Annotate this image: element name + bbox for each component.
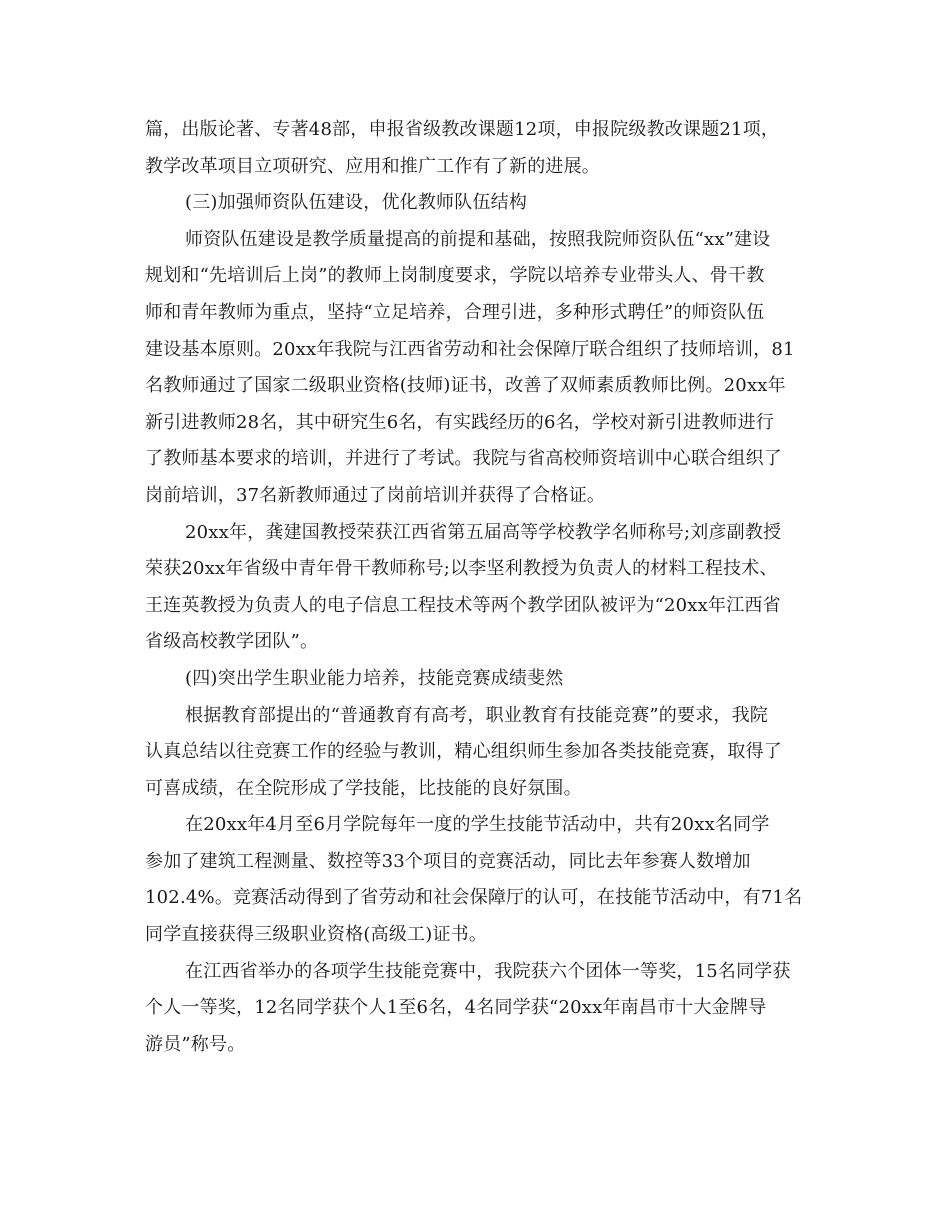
- text-line: 个人一等奖，12名同学获个人1至6名，4名同学获“20xx年南昌市十大金牌导: [145, 997, 767, 1019]
- section-heading: (四)突出学生职业能力培养，技能竞赛成绩斐然: [185, 667, 564, 689]
- text-line: 新引进教师28名，其中研究生6名，有实践经历的6名，学校对新引进教师进行: [145, 411, 775, 433]
- text-line: 20xx年，龚建国教授荣获江西省第五届高等学校教学名师称号;刘彦副教授: [185, 521, 782, 543]
- text-line: 名教师通过了国家二级职业资格(技师)证书，改善了双师素质教师比例。20xx年: [145, 375, 786, 397]
- document-body: [145, 112, 807, 1063]
- text-line: 教学改革项目立项研究、应用和推广工作有了新的进展。: [145, 155, 600, 177]
- text-line: 师和青年教师为重点，坚持“立足培养，合理引进，多种形式聘任”的师资队伍: [145, 301, 765, 323]
- text-line: 在20xx年4月至6月学院每年一度的学生技能节活动中，共有20xx名同学: [185, 814, 770, 836]
- text-line: 岗前培训，37名新教师通过了岗前培训并获得了合格证。: [145, 484, 606, 506]
- text-line: 省级高校教学团队”。: [145, 631, 319, 653]
- text-line: 认真总结以往竞赛工作的经验与教训，精心组织师生参加各类技能竞赛，取得了: [145, 741, 782, 763]
- text-line: 篇，出版论著、专著48部，申报省级教改课题12项，申报院级教改课题21项，: [145, 119, 780, 140]
- text-line: 荣获20xx年省级中青年骨干教师称号;以李坚利教授为负责人的材料工程技术、: [145, 558, 778, 580]
- text-line: 建设基本原则。20xx年我院与江西省劳动和社会保障厅联合组织了技师培训，81: [145, 338, 795, 360]
- text-line: 可喜成绩，在全院形成了学技能，比技能的良好氛围。: [145, 777, 582, 799]
- text-line: 规划和“先培训后上岗”的教师上岗制度要求，学院以培养专业带头人、骨干教: [145, 265, 765, 287]
- section-heading: (三)加强师资队伍建设，优化教师队伍结构: [185, 192, 528, 214]
- text-line: 同学直接获得三级职业资格(高级工)证书。: [145, 924, 488, 946]
- text-line: 102.4%。竞赛活动得到了省劳动和社会保障厅的认可，在技能节活动中，有71名: [145, 887, 803, 909]
- text-line: 根据教育部提出的“普通教育有高考，职业教育有技能竞赛”的要求，我院: [185, 704, 769, 726]
- text-line: 游员”称号。: [145, 1033, 246, 1055]
- text-line: 师资队伍建设是教学质量提高的前提和基础，按照我院师资队伍“xx”建设: [185, 228, 771, 250]
- text-line: 在江西省举办的各项学生技能竞赛中，我院获六个团体一等奖，15名同学获: [185, 960, 791, 982]
- text-line: 了教师基本要求的培训，并进行了考试。我院与省高校师资培训中心联合组织了: [145, 448, 782, 470]
- text-line: 参加了建筑工程测量、数控等33个项目的竞赛活动，同比去年参赛人数增加: [145, 850, 751, 872]
- text-line: 王连英教授为负责人的电子信息工程技术等两个教学团队被评为“20xx年江西省: [145, 594, 781, 616]
